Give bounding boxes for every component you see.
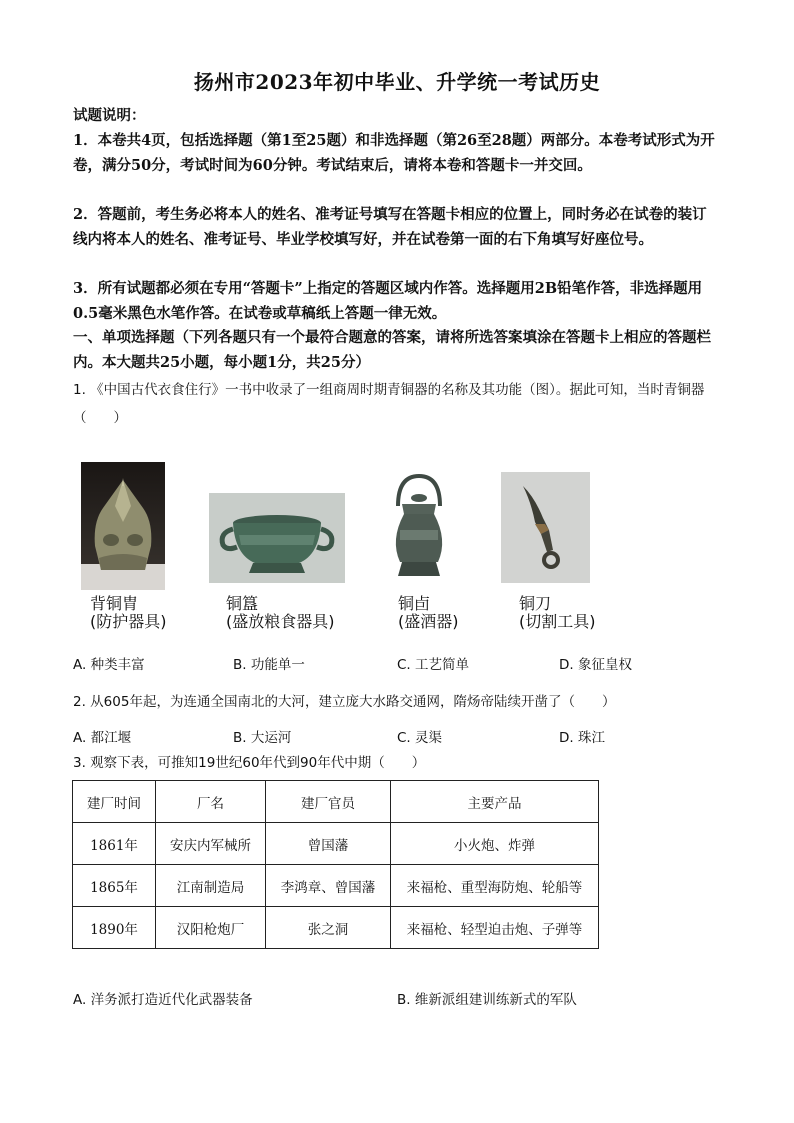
- table-header: 厂名: [156, 781, 266, 823]
- you-use: (盛酒器): [398, 612, 459, 631]
- knife-name: 铜刀: [519, 594, 552, 613]
- table-cell: 1865年: [73, 865, 156, 907]
- table-row: [73, 823, 599, 865]
- you-name: 铜卣: [398, 594, 431, 613]
- bronze-knife-image: [501, 472, 590, 583]
- q1-option-b[interactable]: B. 功能单一: [233, 657, 305, 673]
- factory-table: [72, 780, 599, 949]
- table-cell: 1890年: [73, 907, 156, 949]
- q1-option-c[interactable]: C. 工艺简单: [397, 657, 470, 673]
- q1-option-d[interactable]: D. 象征皇权: [559, 657, 632, 673]
- table-cell: 李鸿章、曾国藩: [266, 865, 391, 907]
- table-cell: 张之洞: [266, 907, 391, 949]
- table-cell: 江南制造局: [156, 865, 266, 907]
- instruction-1: 1．本卷共4页，包括选择题（第1至25题）和非选择题（第26至28题）两部分。本卷考试形式为开卷，满分50分，考试时间为60分钟。考试结束后，请将本卷和答题卡一并交回。: [73, 132, 715, 174]
- table-row: [73, 907, 599, 949]
- table-cell: 安庆内军械所: [156, 823, 266, 865]
- instructions-heading: 试题说明：: [73, 107, 146, 124]
- instruction-3: 3．所有试题都必须在专用“答题卡”上指定的答题区域内作答。选择题用2B铅笔作答，非选择题用0.5毫米黑色水笔作答。在试卷或草稿纸上答题一律无效。: [73, 280, 703, 322]
- section-heading: 一、单项选择题（下列各题只有一个最符合题意的答案，请将所选答案填涂在答题卡上相应的答题栏内。本大题共25小题，每小题1分，共25分）: [73, 329, 711, 371]
- question-2-stem: 2. 从605年起，为连通全国南北的大河，建立庞大水路交通网，隋炀帝陆续开凿了（ ）: [73, 694, 616, 710]
- table-cell: 来福枪、轻型迫击炮、子弹等: [391, 907, 599, 949]
- q2-option-d[interactable]: D. 珠江: [559, 730, 605, 746]
- q3-option-a[interactable]: A. 洋务派打造近代化武器装备: [73, 992, 253, 1008]
- table-cell: 小火炮、炸弹: [391, 823, 599, 865]
- bronze-gui-image: [209, 493, 345, 583]
- table-row: [73, 865, 599, 907]
- bronze-helmet-image: [81, 462, 165, 590]
- knife-use: (切割工具): [519, 612, 596, 631]
- table-cell: 曾国藩: [266, 823, 391, 865]
- q3-option-b[interactable]: B. 维新派组建训练新式的军队: [397, 992, 577, 1008]
- gui-use: (盛放粮食器具): [226, 612, 335, 631]
- bronze-you-image: [384, 470, 454, 582]
- helmet-use: (防护器具): [90, 612, 167, 631]
- table-cell: 汉阳枪炮厂: [156, 907, 266, 949]
- table-cell: 来福枪、重型海防炮、轮船等: [391, 865, 599, 907]
- q2-option-c[interactable]: C. 灵渠: [397, 730, 443, 746]
- instruction-2: 2．答题前，考生务必将本人的姓名、准考证号填写在答题卡相应的位置上，同时务必在试卷的装订线内将本人的姓名、准考证号、毕业学校填写好，并在试卷第一面的右下角填写好座位号。: [73, 206, 707, 248]
- helmet-name: 背铜胄: [90, 594, 139, 613]
- page-title: 扬州市2023年初中毕业、升学统一考试历史: [193, 70, 601, 94]
- table-header: 建厂官员: [266, 781, 391, 823]
- q1-option-a[interactable]: A. 种类丰富: [73, 657, 145, 673]
- question-1-stem: 1. 《中国古代衣食住行》一书中收录了一组商周时期青铜器的名称及其功能（图）。据此可知，当时青铜器（ ）: [73, 382, 705, 426]
- table-header: 建厂时间: [73, 781, 156, 823]
- gui-name: 铜簋: [226, 594, 259, 613]
- table-header: 主要产品: [391, 781, 599, 823]
- question-3-stem: 3. 观察下表，可推知19世纪60年代到90年代中期（ ）: [73, 755, 426, 771]
- q2-option-b[interactable]: B. 大运河: [233, 730, 292, 746]
- q2-option-a[interactable]: A. 都江堰: [73, 730, 132, 746]
- table-header-row: [73, 781, 599, 823]
- table-cell: 1861年: [73, 823, 156, 865]
